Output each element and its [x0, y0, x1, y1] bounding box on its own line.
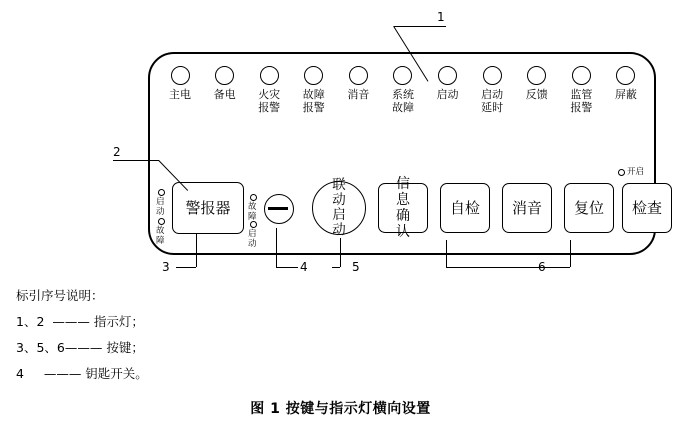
alarm-fault-led-icon: [158, 218, 165, 225]
indicator-label: 屏蔽: [614, 88, 637, 101]
indicator-label: 启动: [436, 88, 459, 101]
callout-1-leader-h: [394, 26, 446, 27]
silence-button[interactable]: [502, 183, 552, 233]
led-icon: [215, 66, 234, 85]
callout-2-label: 2: [113, 145, 121, 159]
indicator-label: 主电: [169, 88, 191, 101]
key-switch[interactable]: [264, 194, 294, 224]
self-test-button-label: 自检: [449, 199, 480, 217]
callout-1-label: 1: [437, 10, 445, 24]
indicator-start: [428, 66, 468, 102]
callout-6-label: 6: [538, 260, 546, 274]
led-icon: [349, 66, 368, 85]
callout-4-leader-v: [276, 228, 277, 267]
legend-line-3: 4 ——— 钥匙开关。: [16, 366, 148, 381]
indicator-backup-power: [205, 66, 245, 102]
led-icon: [304, 66, 323, 85]
key-slot-icon: [268, 207, 288, 210]
keyswitch-start-led-label: 启动: [248, 229, 257, 249]
led-icon: [483, 66, 502, 85]
callout-3-label: 3: [162, 260, 170, 274]
self-test-button[interactable]: [440, 183, 490, 233]
indicator-feedback: [517, 66, 557, 102]
callout-5-leader-v: [340, 238, 341, 267]
callout-5-label: 5: [352, 260, 360, 274]
callout-3-leader-h: [176, 267, 196, 268]
callout-2-leader-h: [113, 160, 159, 161]
indicator-silence: [338, 66, 378, 102]
indicator-main-power: [160, 66, 200, 102]
callout-6-leader-right: [570, 240, 571, 267]
alarm-start-led-icon: [158, 189, 165, 196]
led-icon: [572, 66, 591, 85]
reset-button-label: 复位: [573, 199, 604, 217]
indicator-label: 备电: [213, 88, 236, 101]
indicator-system-fault: [383, 66, 423, 114]
alarm-fault-led-label: 故障: [156, 226, 165, 246]
callout-6-leader-left: [446, 240, 447, 267]
callout-4-label: 4: [300, 260, 308, 274]
info-confirm-button[interactable]: [378, 176, 428, 240]
led-icon: [260, 66, 279, 85]
keyswitch-fault-led-label: 故障: [248, 202, 257, 222]
indicator-start-delay: [472, 66, 512, 114]
check-on-led-icon: [618, 169, 625, 176]
callout-5-leader-h: [332, 267, 340, 268]
legend-title: 标引序号说明：: [16, 288, 104, 303]
control-button-row: [156, 167, 662, 249]
check-on-led-label: 开启: [627, 167, 645, 177]
keyswitch-start-led-icon: [250, 221, 257, 228]
led-icon: [393, 66, 412, 85]
led-icon: [527, 66, 546, 85]
check-button-label: 检查: [631, 199, 662, 217]
silence-button-label: 消音: [511, 199, 542, 217]
indicator-label: 消音: [347, 88, 370, 101]
callout-3-leader-v: [196, 234, 197, 267]
led-icon: [171, 66, 190, 85]
indicator-shield: [606, 66, 646, 102]
linkage-start-button[interactable]: [312, 177, 366, 238]
linkage-start-button-label: 联动启动: [332, 177, 346, 238]
alarm-start-led-label: 启动: [156, 197, 165, 217]
figure-caption: 图 1 按键与指示灯横向设置: [250, 401, 431, 417]
alarm-device-button[interactable]: [172, 182, 244, 234]
keyswitch-fault-led-icon: [250, 194, 257, 201]
indicator-fire-alarm: [249, 66, 289, 114]
indicator-label: 火灾报警: [258, 88, 281, 114]
led-icon: [438, 66, 457, 85]
legend-block: [16, 283, 148, 387]
indicator-label: 故障报警: [302, 88, 325, 114]
indicator-supervision-alarm: [561, 66, 601, 114]
led-icon: [616, 66, 635, 85]
legend-line-1: 1、2 ——— 指示灯；: [16, 314, 144, 329]
indicator-fault-alarm: [294, 66, 334, 114]
indicator-label: 反馈: [525, 88, 548, 101]
indicator-light-row: [160, 66, 646, 136]
indicator-label: 监管报警: [570, 88, 593, 114]
info-confirm-button-label: 信息确认: [396, 176, 410, 240]
indicator-label: 启动延时: [481, 88, 504, 114]
reset-button[interactable]: [564, 183, 614, 233]
callout-6-leader-h: [446, 267, 570, 268]
legend-line-2: 3、5、6——— 按键；: [16, 340, 144, 355]
indicator-label: 系统故障: [391, 88, 414, 114]
callout-4-leader-h: [276, 267, 298, 268]
alarm-device-button-label: 警报器: [185, 199, 231, 217]
check-button[interactable]: [622, 183, 672, 233]
